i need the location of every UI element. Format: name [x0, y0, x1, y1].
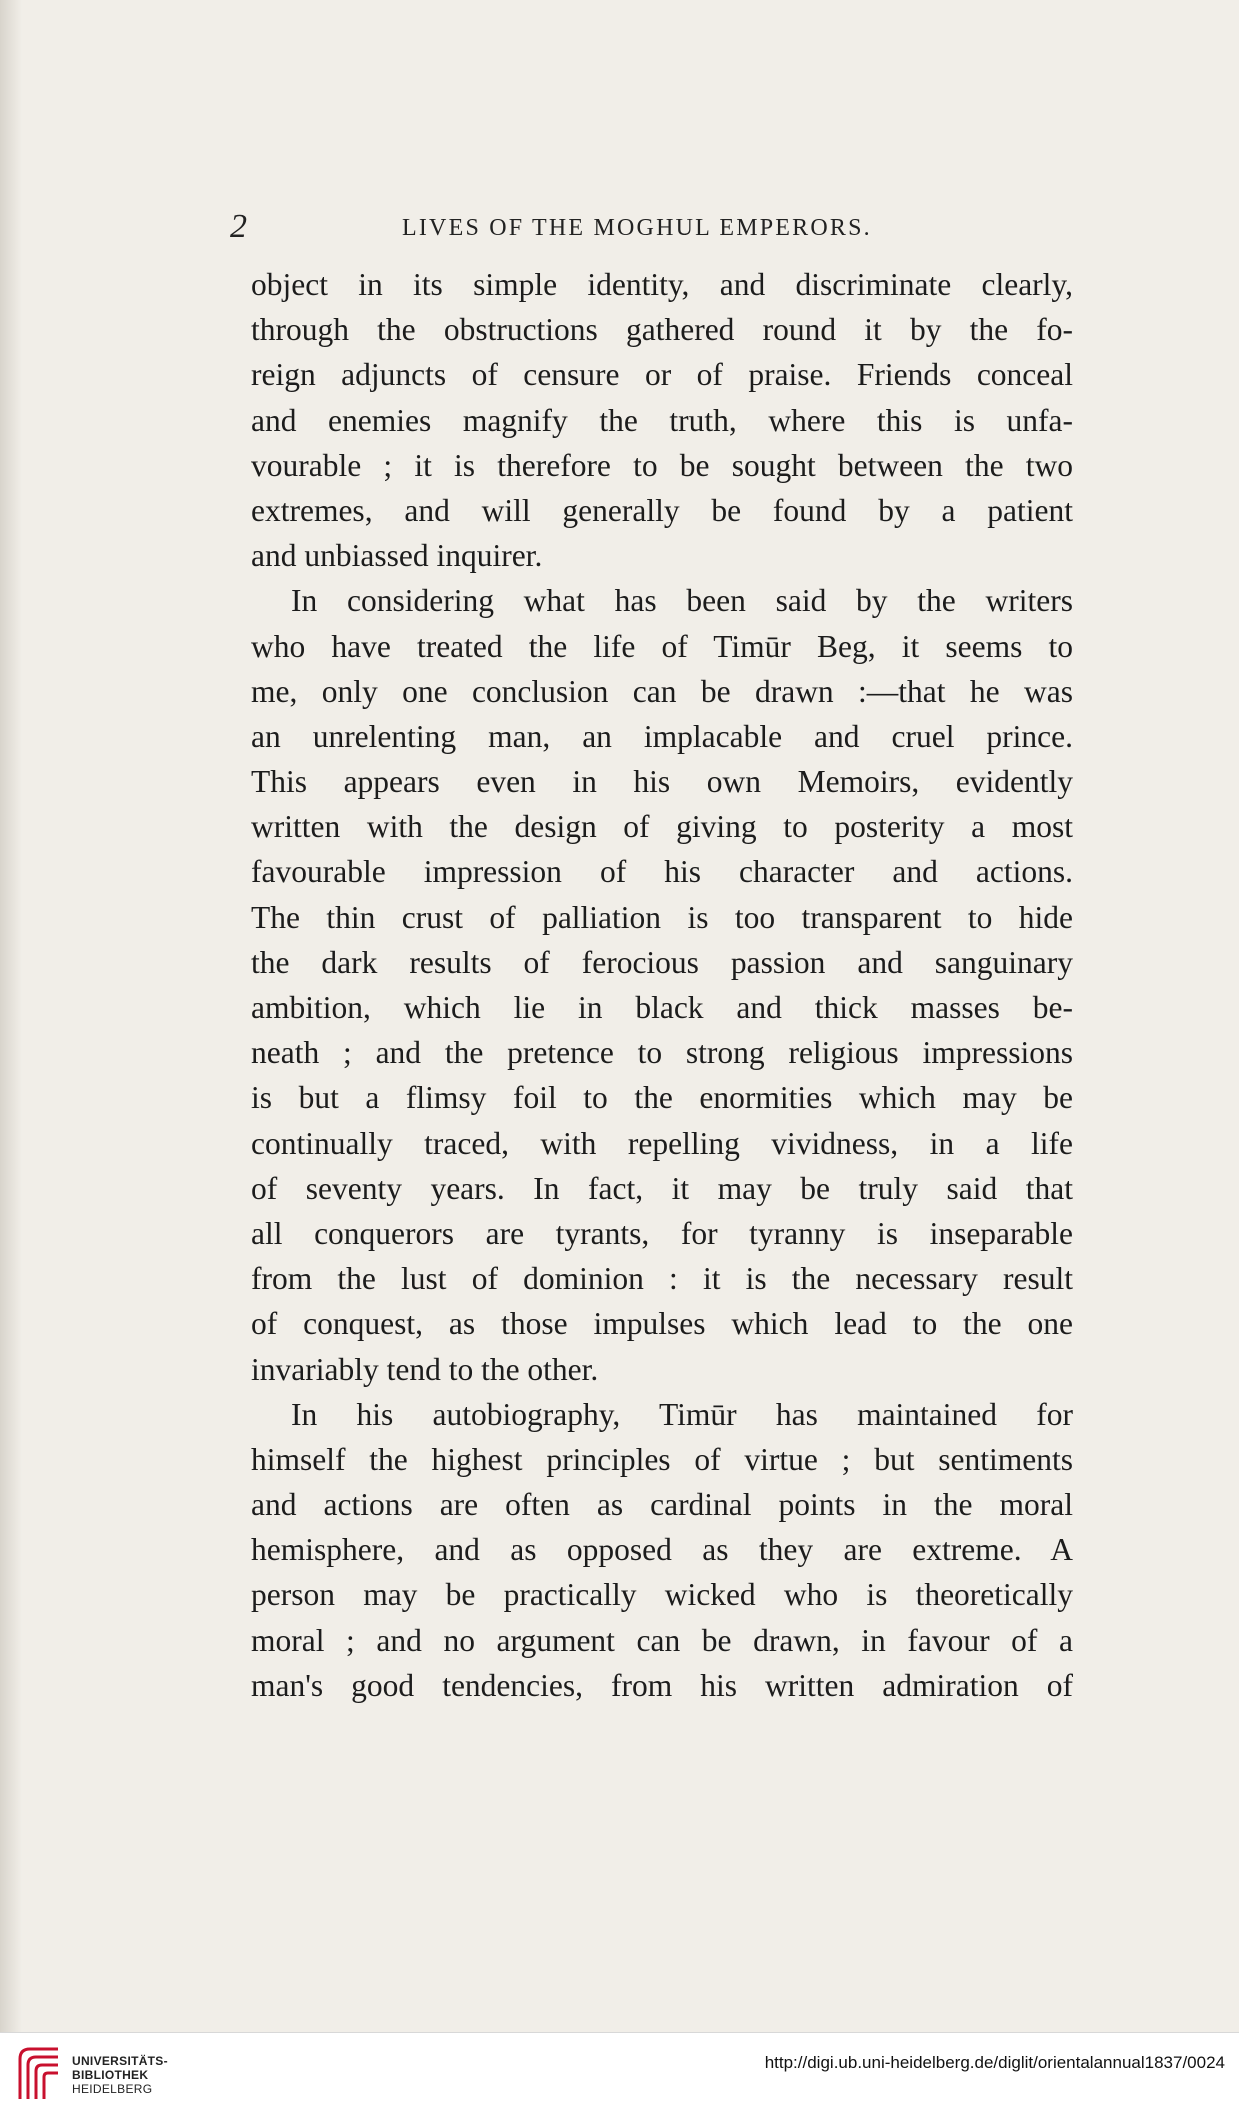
source-url-link[interactable]: http://digi.ub.uni-heidelberg.de/diglit/orientalannual1837/0024 — [764, 2053, 1225, 2072]
text-line: himself the highest principles of virtue ; but sentiments — [251, 1441, 1073, 1477]
library-logo-icon — [14, 2045, 64, 2103]
text-line: all conquerors are tyrants, for tyranny is inseparable — [251, 1215, 1073, 1251]
text-line: In considering what has been said by the writers — [291, 583, 1073, 619]
text-line: through the obstructions gathered round it by the fo- — [251, 312, 1073, 348]
running-title: LIVES OF THE MOGHUL EMPERORS. — [402, 215, 872, 241]
text-line: continually traced, with repelling vividness, in a life — [251, 1125, 1073, 1161]
library-name-line: BIBLIOTHEK — [72, 2068, 149, 2082]
text-line: hemisphere, and as opposed as they are extreme. A — [251, 1532, 1073, 1568]
text-line: written with the design of giving to posterity a most — [251, 809, 1073, 845]
viewer-footer — [0, 2032, 1239, 2122]
text-line: reign adjuncts of censure or of praise. Friends conceal — [251, 357, 1073, 393]
text-line: and enemies magnify the truth, where this is unfa- — [251, 402, 1073, 438]
text-line: ambition, which lie in black and thick masses be- — [251, 990, 1073, 1025]
page-edge-shadow — [0, 0, 22, 2032]
text-line: invariably tend to the other. — [251, 1351, 599, 1387]
text-line: from the lust of dominion : it is the necessary result — [251, 1261, 1073, 1297]
page-number: 2 — [230, 208, 247, 245]
text-line: person may be practically wicked who is theoretically — [251, 1577, 1073, 1613]
text-line: who have treated the life of Timūr Beg, it seems to — [251, 628, 1073, 664]
text-line: man's good tendencies, from his written admiration of — [251, 1667, 1073, 1703]
text-line: of conquest, as those impulses which lead to the one — [251, 1306, 1073, 1342]
text-line: neath ; and the pretence to strong religious impressions — [251, 1035, 1073, 1071]
text-line: and unbiassed inquirer. — [251, 538, 543, 574]
text-line: and actions are often as cardinal points in the moral — [251, 1487, 1073, 1523]
text-line: object in its simple identity, and discriminate clearly, — [251, 267, 1073, 302]
text-line: of seventy years. In fact, it may be truly said that — [251, 1170, 1073, 1206]
text-line: the dark results of ferocious passion and sanguinary — [251, 944, 1073, 980]
text-line: vourable ; it is therefore to be sought between the two — [251, 447, 1073, 483]
library-name-line: HEIDELBERG — [72, 2082, 153, 2096]
text-line: me, only one conclusion can be drawn :—that he was — [251, 673, 1073, 709]
library-name-line: UNIVERSITÄTS- — [72, 2054, 168, 2068]
text-line: is but a flimsy foil to the enormities which may be — [251, 1080, 1073, 1116]
text-line: The thin crust of palliation is too transparent to hide — [251, 899, 1073, 935]
text-line: In his autobiography, Timūr has maintained for — [291, 1396, 1073, 1432]
text-line: This appears even in his own Memoirs, evidently — [251, 764, 1073, 800]
library-name — [72, 2054, 168, 2096]
text-line: an unrelenting man, an implacable and cruel prince. — [251, 718, 1073, 754]
body-text — [251, 262, 1073, 1708]
text-line: moral ; and no argument can be drawn, in favour of a — [251, 1622, 1073, 1658]
running-head — [230, 207, 1070, 247]
text-line: favourable impression of his character and actions. — [251, 854, 1073, 890]
text-line: extremes, and will generally be found by a patient — [251, 492, 1073, 528]
